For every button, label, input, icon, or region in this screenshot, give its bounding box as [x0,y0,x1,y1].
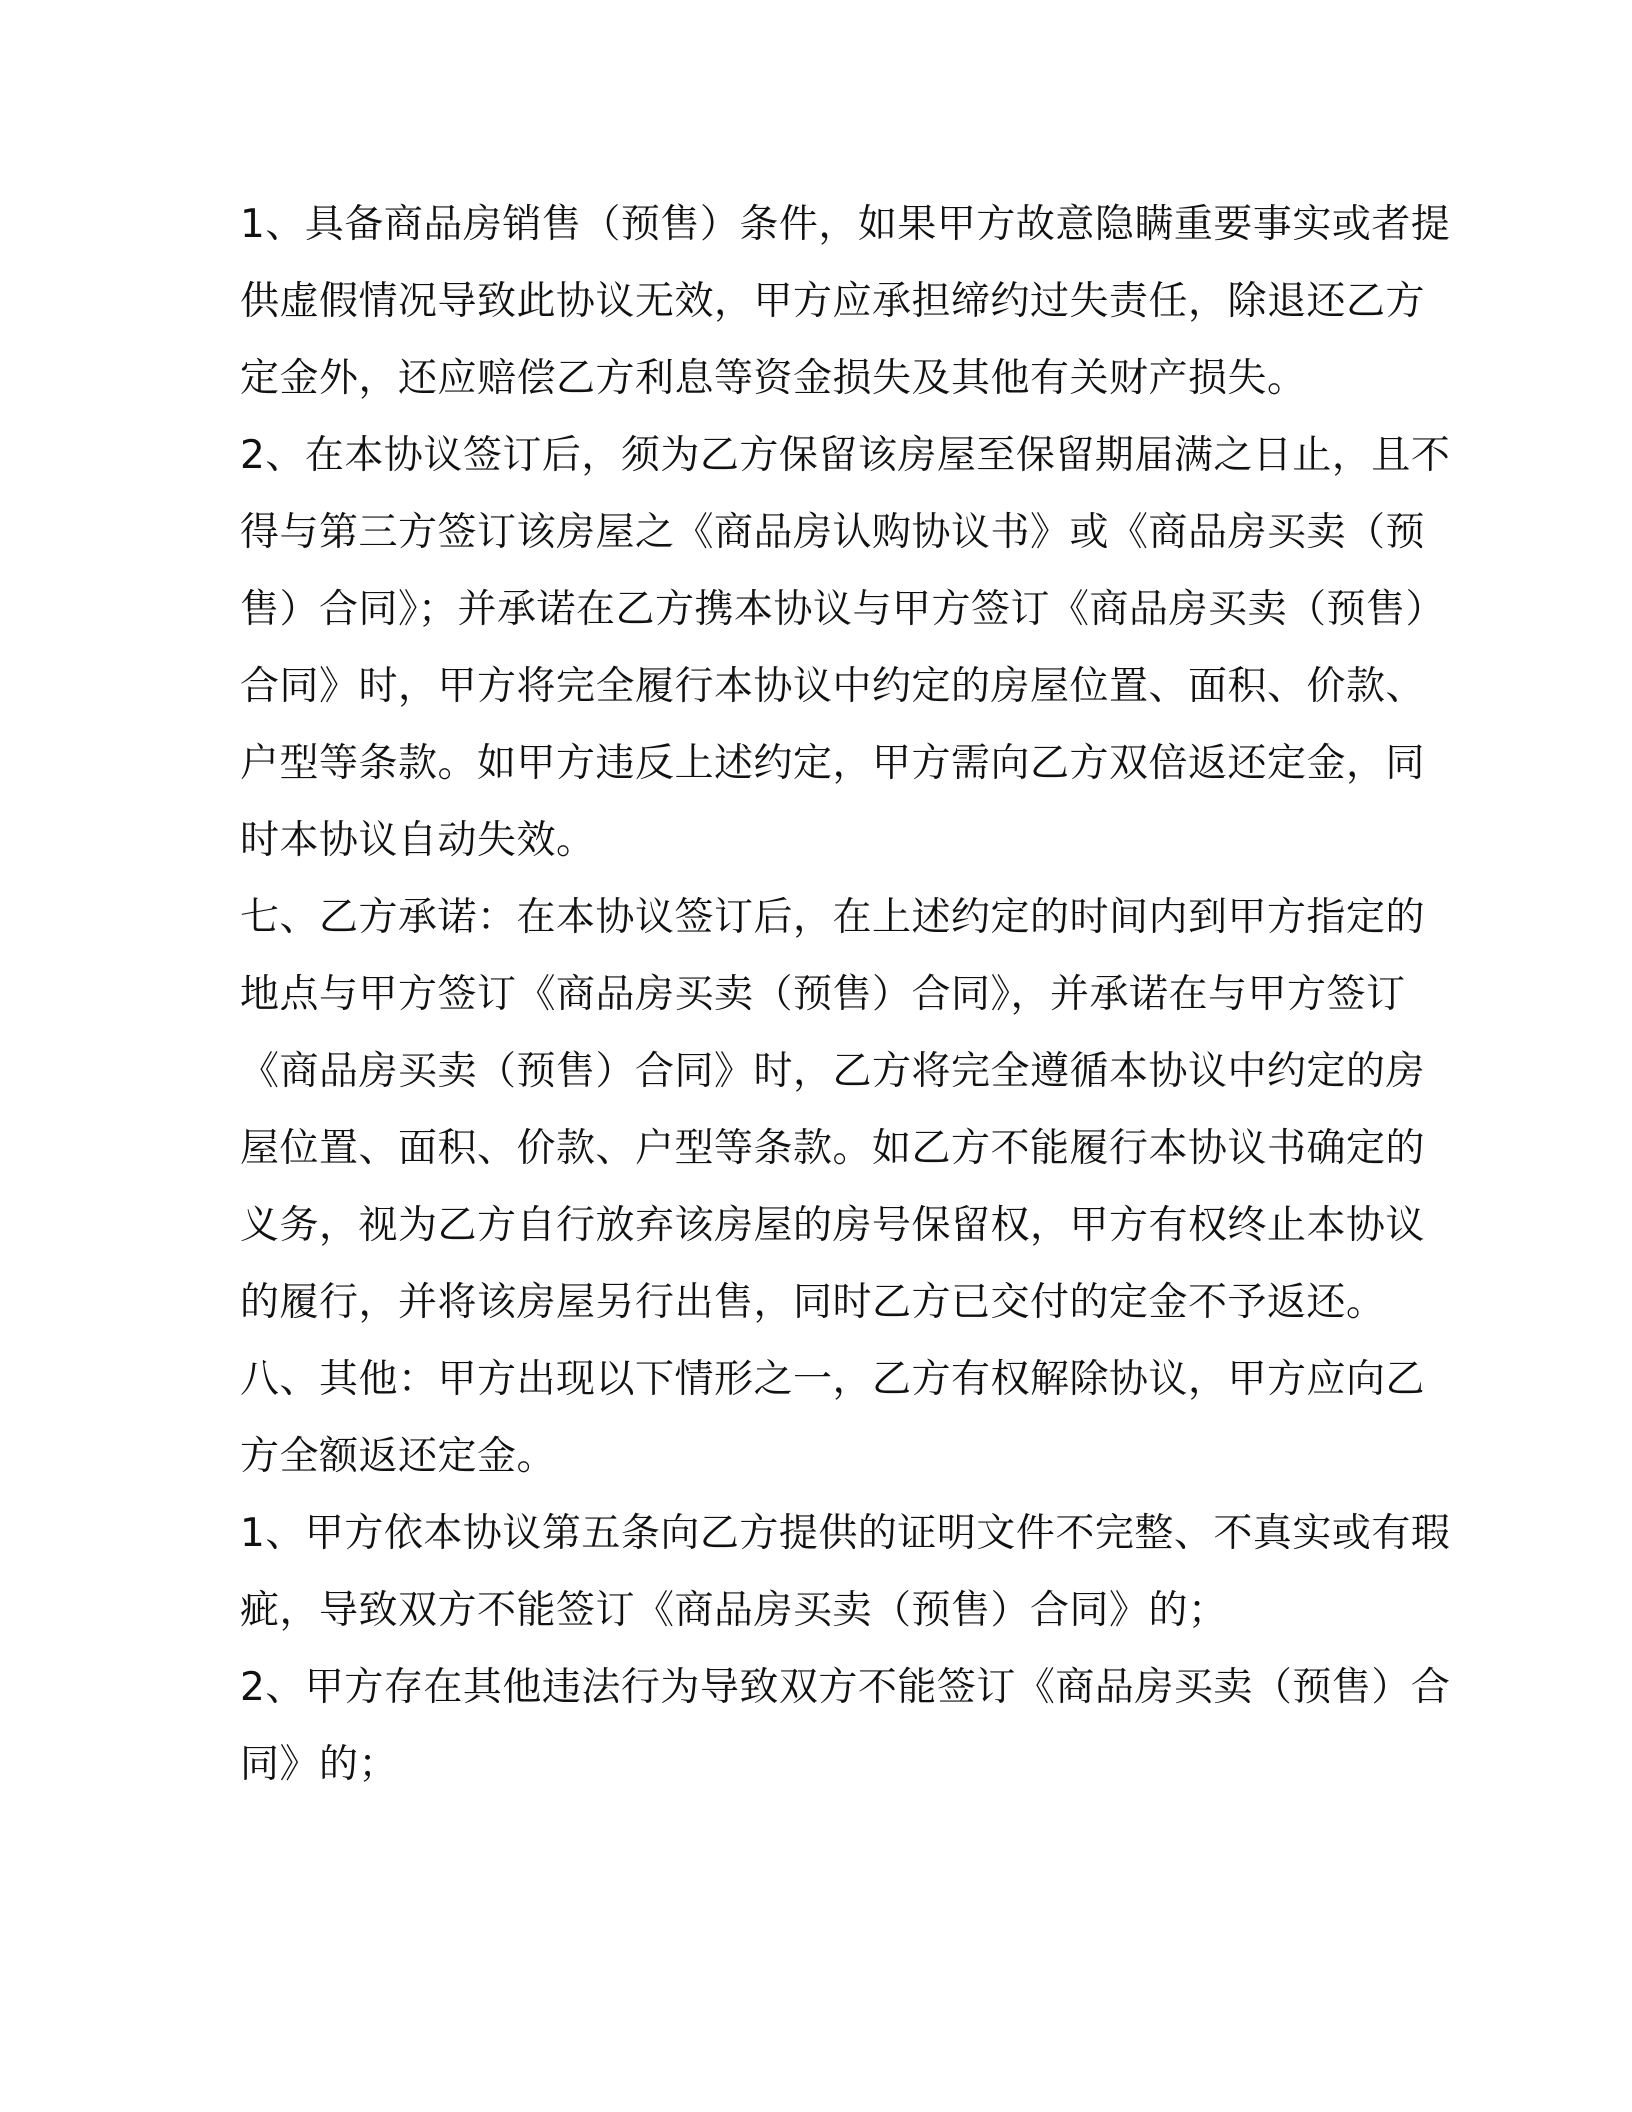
text-line: 户型等条款。如甲方违反上述约定，甲方需向乙方双倍返还定金，同 [240,741,1426,786]
text-line: 的履行，并将该房屋另行出售，同时乙方已交付的定金不予返还。 [240,1280,1386,1325]
text-line: 2、甲方存在其他违法行为导致双方不能签订《商品房买卖（预售）合 [240,1665,1451,1710]
text-line: 合同》时，甲方将完全履行本协议中约定的房屋位置、面积、价款、 [240,664,1426,709]
text-line: 得与第三方签订该房屋之《商品房认购协议书》或《商品房买卖（预 [240,510,1426,555]
text-line: 《商品房买卖（预售）合同》时，乙方将完全遵循本协议中约定的房 [240,1049,1426,1094]
text-line: 方全额返还定金。 [240,1434,557,1479]
text-line: 售）合同》；并承诺在乙方携本协议与甲方签订《商品房买卖（预售） [240,587,1446,632]
text-line: 时本协议自动失效。 [240,818,596,863]
text-line: 屋位置、面积、价款、户型等条款。如乙方不能履行本协议书确定的 [240,1126,1426,1171]
text-line: 疵，导致双方不能签订《商品房买卖（预售）合同》的； [240,1588,1228,1633]
text-line: 1、甲方依本协议第五条向乙方提供的证明文件不完整、不真实或有瑕 [240,1511,1451,1556]
text-line: 七、乙方承诺：在本协议签订后，在上述约定的时间内到甲方指定的 [240,895,1426,940]
text-line: 地点与甲方签订《商品房买卖（预售）合同》，并承诺在与甲方签订 [240,972,1406,1017]
text-line: 同》的； [240,1742,399,1787]
document-body [240,186,1451,1803]
text-line: 供虚假情况导致此协议无效，甲方应承担缔约过失责任，除退还乙方 [240,279,1426,324]
text-line: 1、具备商品房销售（预售）条件，如果甲方故意隐瞒重要事实或者提 [240,202,1451,247]
text-line: 八、其他：甲方出现以下情形之一，乙方有权解除协议，甲方应向乙 [240,1357,1426,1402]
text-line: 义务，视为乙方自行放弃该房屋的房号保留权，甲方有权终止本协议 [240,1203,1426,1248]
text-line: 2、在本协议签订后，须为乙方保留该房屋至保留期届满之日止，且不 [240,433,1451,478]
text-line: 定金外，还应赔偿乙方利息等资金损失及其他有关财产损失。 [240,356,1307,401]
